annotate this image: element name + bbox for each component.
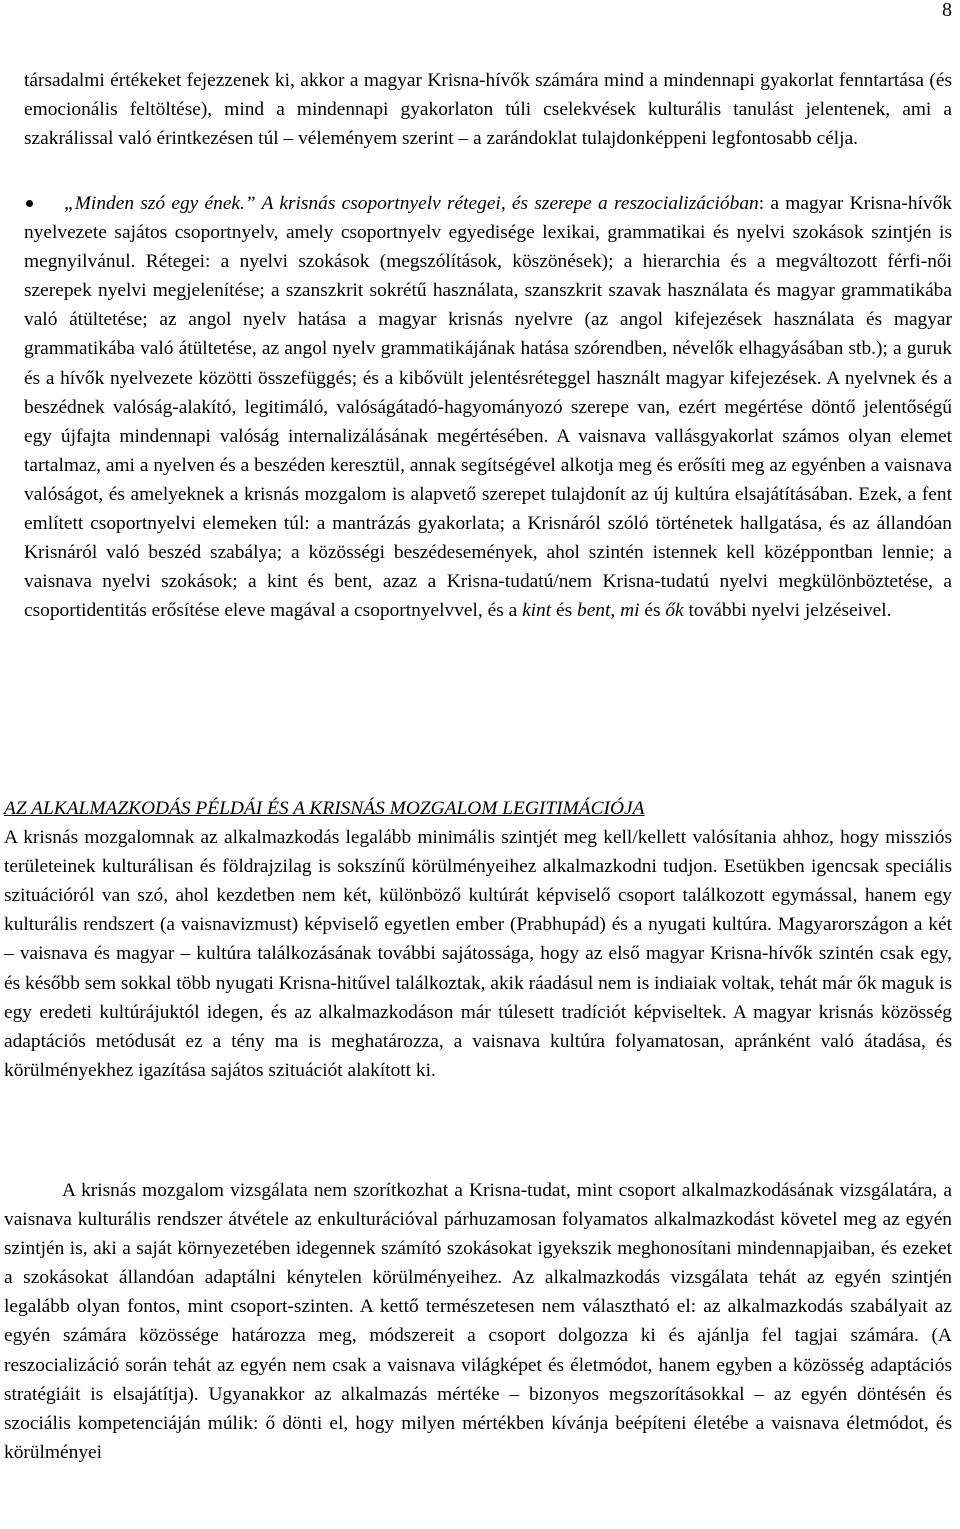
conjunction-text: és [551,600,577,622]
bullet-list-item [24,189,952,625]
term-bent: bent [577,600,611,622]
bullet-item-body: : a magyar Krisna-hívők nyelvezete sajátos csoportnyelv, amely csoportnyelv egyedisége lexikai, grammatikai és nyelvi szokások szintjén is megnyilvánul. Rétegei: a nyelvi szokások (megszólítások, köszönések); a hierarchia és a megváltozott férfi-női szerepek nyelvi megjelenítése; a szanszkrit sokrétű használata, szanszkrit szavak használata és magyar grammatikába való átültetése; az angol nyelv hatása a magyar krisnás nyelvre (az angol kifejezések használata és magyar grammatikába való átültetése, az angol nyelv grammatikájának hatása szórendben, névelők elhagyásában stb.); a guruk és a hívők nyelvezete közötti összefüggés; és a kibővült jelentésréteggel használt magyar kifejezések. A nyelvnek és a beszédnek valóság-alakító, legitimáló, valóságátadó-hagyományozó szerepe van, ezért megértése döntő jelentőségű egy újfajta mindennapi valóság internalizálásának megértésében. A vaisnava vallásgyakorlat számos olyan elemet tartalmaz, ami a nyelven és a beszéden keresztül, annak segítségével alkotja meg és erősíti meg az egyénben a vaisnava valóságot, és amelyeknek a krisnás mozgalom is alapvető szerepet tulajdonít az új kultúra elsajátításában. Ezek, a fent említett csoportnyelvi elemeken túl: a mantrázás gyakorlata; a Krisnáról szóló történetek hallgatása, és az állandóan Krisnáról való beszéd szabálya; a közösségi beszédesemények, ahol szintén istennek kell középpontban lennie; a vaisnava nyelvi szokások; a kint és bent, azaz a Krisna-tudatú/nem Krisna-tudatú nyelvi megkülönböztetése, a csoportidentitás erősítése eleve magával a csoportnyelvvel, és a [24,193,952,622]
section-paragraph-2: A krisnás mozgalom vizsgálata nem szorítkozhat a Krisna-tudat, mint csoport alkalmazkodásának vizsgálatára, a vaisnava kulturális rendszer átvétele az enkulturációval párhuzamosan folyamatos alkalmazkodást követel meg az egyén szintjén is, aki a saját környezetében idegennek számító szokásokat igyekszik meghonosítani mindennapjaiban, és ezeket a szokásokat állandóan adaptálni kénytelen körülményeihez. Az alkalmazkodás vizsgálata tehát az egyén szintjén legalább olyan fontos, mint csoport-szinten. A kettő természetesen nem választható el: az alkalmazkodás szabályait az egyén számára közössége határozza meg, módszereit a csoport dolgozza ki és ajánlja fel tagjai számára. (A reszocializáció során tehát az egyén nem csak a vaisnava világképet és életmódot, hanem egyben a közösség adaptációs stratégiáit is elsajátítja). Ugyanakkor az alkalmazás mértéke – bizonyos megszorításokkal – az egyén döntésén és szociális kompetenciáján múlik: ő dönti el, hogy milyen mértékben kívánja beépíteni életébe a vaisnava életmódot, és körülményei [4,1180,952,1463]
bullet-item-body-end: további nyelvi jelzéseivel. [683,600,892,622]
bullet-item-title: „Minden szó egy ének.” A krisnás csoportnyelv rétegei, és szerepe a reszocializációban [64,193,759,214]
section-paragraph-1: A krisnás mozgalomnak az alkalmazkodás legalább minimális szintjét meg kell/kellett valósítania ahhoz, hogy missziós területeinek kulturálisan és földrajzilag is sokszínű körülményeihez alkalmazkodni tudjon. Esetükben igencsak speciális szituációról van szó, ahol kezdetben nem két, különböző kultúrát képviselő csoport találkozott egymással, hanem egy kulturális rendszert (a vaisnavizmust) képviselő egyetlen ember (Prabhupád) és a nyugati kultúra. Magyarországon a két – vaisnava és magyar – kultúra találkozásának további sajátossága, hogy az első magyar Krisna-hívők szintén csak egy, és később sem sokkal több nyugati Krisna-hitűvel találkoztak, akik ráadásul nem is indiaiak voltak, tehát már ők maguk is egy eredeti kultúrájuktól idegen, és az alkalmazkodáson már túlesett tradíciót képviseltek. A magyar krisnás közösség adaptációs metódusát ez a tény ma is meghatározza, a vaisnava kultúra folyamatosan, apránként való átadása, és körülményekhez igazítása sajátos szituációt alakított ki. [4,827,952,1081]
section-heading: AZ ALKALMAZKODÁS PÉLDÁI ÉS A KRISNÁS MOZGALOM LEGITIMÁCIÓJA [4,798,645,819]
term-ok: ők [665,600,684,622]
conjunction-text: és [639,600,666,622]
term-mi: mi [620,600,640,622]
term-kint: kint [522,600,552,622]
bullet-dot-icon [24,189,64,218]
comma-text: , [610,600,621,622]
adaptation-section [4,794,952,1085]
page-number: 8 [942,0,952,21]
bullet-paragraph [24,189,952,625]
intro-paragraph: társadalmi értékeket fejezzenek ki, akkor a magyar Krisna-hívők számára mind a mindennapi gyakorlat fenntartása (és emocionális feltöltése), mind a mindennapi gyakorlaton túli cselekvések kulturális tanulást jelentenek, ami a szakrálissal való érintkezésen túl – véleményem szerint – a zarándoklat tulajdonképpeni legfontosabb célja. [24,70,952,150]
